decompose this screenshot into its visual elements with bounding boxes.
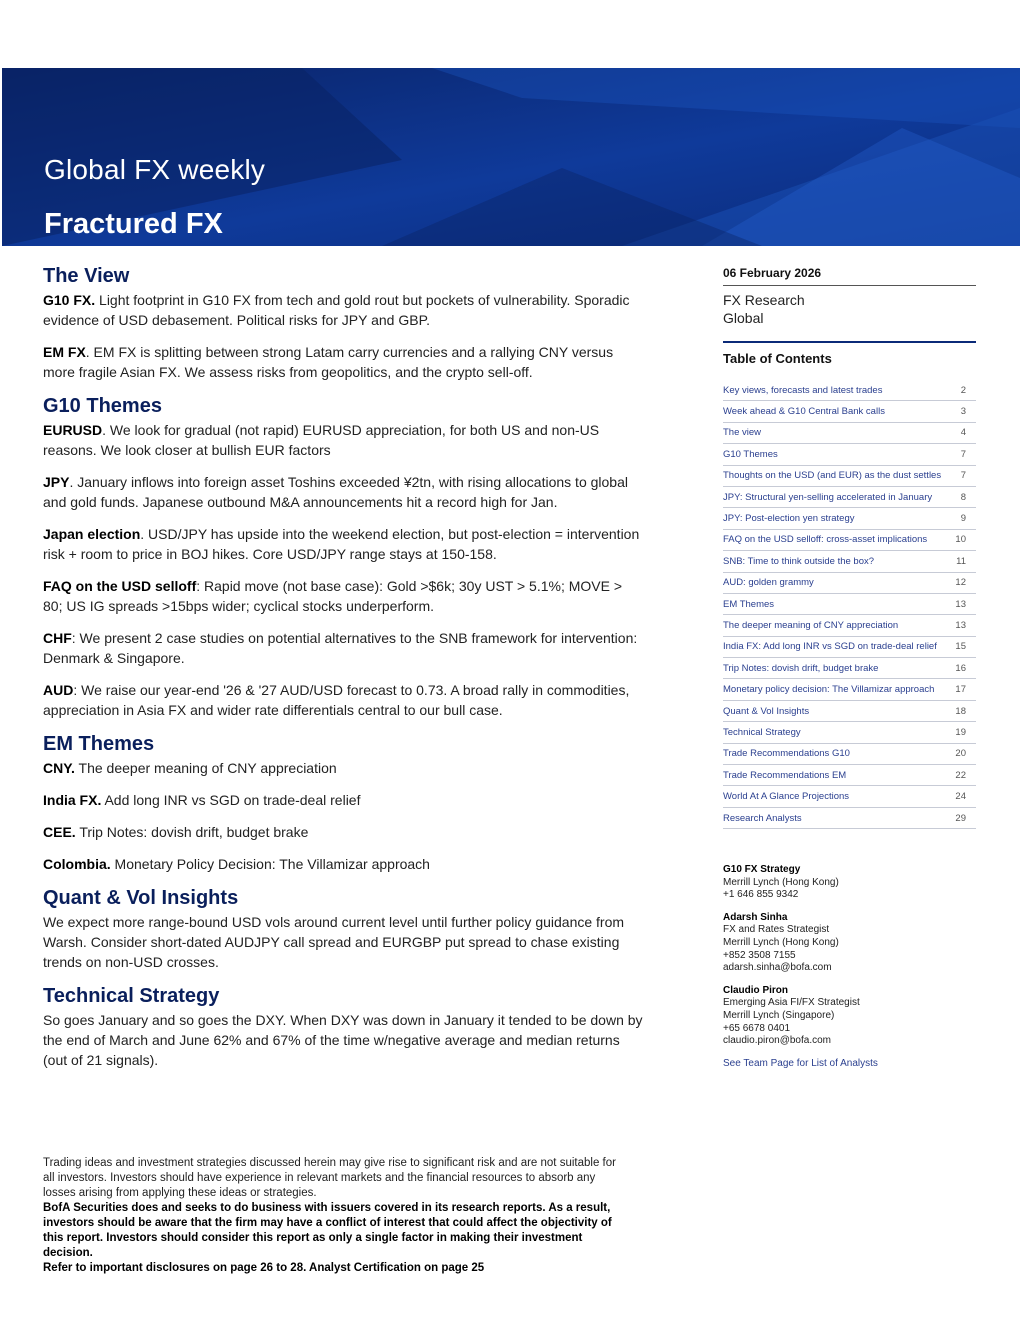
toc-item-label: Trip Notes: dovish drift, budget brake <box>723 662 879 674</box>
toc-item-page: 24 <box>955 791 966 803</box>
paragraph <box>43 854 643 874</box>
toc-item[interactable] <box>723 765 976 786</box>
toc-item[interactable] <box>723 530 976 551</box>
paragraph <box>43 290 643 330</box>
toc-item-label: Trade Recommendations G10 <box>723 748 850 760</box>
disclaimer-text: Trading ideas and investment strategies discussed herein may give rise to significant risk and are not suitable for all investors. Investors should have experience in relevant markets and the financial resources to absorb any losses arising from applying these ideas or strategies. <box>43 1157 616 1199</box>
analyst-contacts <box>723 864 983 1070</box>
toc-item-page: 4 <box>960 427 966 439</box>
report-series: Global FX weekly <box>44 154 266 185</box>
section-the-view <box>43 264 643 382</box>
section-em-themes <box>43 732 643 874</box>
toc-item-page: 10 <box>955 534 966 546</box>
para-lead: CEE. <box>43 824 76 840</box>
para-text: : Rapid move (not base case): Gold >$6k; 30y UST > 5.1%; MOVE > 80; US IG spreads >15bps wider; cyclical stocks underperform. <box>43 578 623 614</box>
header-banner <box>2 68 1020 246</box>
toc-item-page: 17 <box>955 684 966 696</box>
contact-line: +852 3508 7155 <box>723 949 796 961</box>
toc-item-page: 8 <box>960 491 966 503</box>
paragraph <box>43 1010 643 1070</box>
toc-item[interactable] <box>723 487 976 508</box>
toc-item[interactable] <box>723 573 976 594</box>
paragraph <box>43 628 643 668</box>
para-text: The deeper meaning of CNY appreciation <box>74 760 337 776</box>
paragraph <box>43 912 643 972</box>
toc-item-page: 22 <box>955 769 966 781</box>
toc-item-page: 7 <box>960 470 966 482</box>
para-text: . USD/JPY has upside into the weekend election, but post-election = intervention risk + room to price in BOJ hikes. Core USD/JPY range stays at 150-158. <box>43 526 640 562</box>
paragraph <box>43 576 643 616</box>
contact-line: Merrill Lynch (Singapore) <box>723 1009 835 1021</box>
toc-item-label: Technical Strategy <box>723 726 801 738</box>
toc-item[interactable] <box>723 744 976 765</box>
contact-line: FX and Rates Strategist <box>723 924 830 936</box>
toc-item[interactable] <box>723 380 976 401</box>
toc-item[interactable] <box>723 679 976 700</box>
team-page-link[interactable]: See Team Page for List of Analysts <box>723 1057 878 1069</box>
contact-line: +1 646 855 9342 <box>723 889 799 901</box>
para-lead: Colombia. <box>43 856 111 872</box>
toc-item[interactable] <box>723 615 976 636</box>
para-text: : We present 2 case studies on potential alternatives to the SNB framework for intervention: Denmark & Singapore. <box>43 630 638 666</box>
toc-item[interactable] <box>723 594 976 615</box>
section-heading: Technical Strategy <box>43 985 220 1007</box>
para-text: . We look for gradual (not rapid) EURUSD appreciation, for both US and non-US reasons. We look closer at bullish EUR factors <box>43 422 600 458</box>
toc-item-label: World At A Glance Projections <box>723 791 850 803</box>
toc-item[interactable] <box>723 701 976 722</box>
org-line: FX Research <box>723 292 805 308</box>
paragraph <box>43 342 643 382</box>
para-lead: G10 FX. <box>43 292 96 308</box>
toc-item-page: 9 <box>960 513 966 525</box>
contact-name: Adarsh Sinha <box>723 911 788 923</box>
para-text: Monetary Policy Decision: The Villamizar approach <box>110 856 430 872</box>
para-lead: CNY. <box>43 760 75 776</box>
paragraph <box>43 420 643 460</box>
toc-item-page: 13 <box>955 598 966 610</box>
table-of-contents <box>723 380 976 829</box>
toc-item-page: 13 <box>955 619 966 631</box>
toc-item-label: SNB: Time to think outside the box? <box>723 555 875 567</box>
toc-item-page: 20 <box>955 748 966 760</box>
toc-item-label: JPY: Structural yen-selling accelerated in January <box>723 491 933 503</box>
toc-item[interactable] <box>723 658 976 679</box>
para-lead: FAQ on the USD selloff <box>43 578 197 594</box>
para-text: Add long INR vs SGD on trade-deal relief <box>101 792 361 808</box>
paragraph <box>43 472 643 512</box>
contact-name: G10 FX Strategy <box>723 864 801 875</box>
toc-item[interactable] <box>723 423 976 444</box>
para-lead: EM FX <box>43 344 86 360</box>
paragraph <box>43 680 643 720</box>
org-line: Global <box>723 310 764 326</box>
report-date: 06 February 2026 <box>723 264 976 286</box>
contact-block <box>723 864 983 902</box>
toc-item-page: 2 <box>960 384 966 396</box>
contact-line: +65 6678 0401 <box>723 1022 791 1034</box>
toc-item-label: EM Themes <box>723 598 775 610</box>
toc-item-label: Research Analysts <box>723 812 802 824</box>
contact-email[interactable]: adarsh.sinha@bofa.com <box>723 962 832 974</box>
toc-item-label: AUD: golden grammy <box>723 577 814 589</box>
toc-item-page: 16 <box>955 662 966 674</box>
toc-heading: Table of Contents <box>723 341 976 373</box>
toc-item-label: The deeper meaning of CNY appreciation <box>723 619 899 631</box>
paragraph <box>43 790 643 810</box>
toc-item[interactable] <box>723 551 976 572</box>
toc-item[interactable] <box>723 508 976 529</box>
toc-item-page: 11 <box>956 555 966 567</box>
toc-item-label: Monetary policy decision: The Villamizar approach <box>723 684 935 696</box>
contact-name: Claudio Piron <box>723 984 788 996</box>
section-heading: G10 Themes <box>43 395 162 417</box>
toc-item[interactable] <box>723 637 976 658</box>
disclaimer <box>43 1156 623 1276</box>
toc-item-label: FAQ on the USD selloff: cross-asset implications <box>723 534 928 546</box>
sidebar <box>723 264 976 829</box>
para-lead: India FX. <box>43 792 102 808</box>
toc-item-page: 15 <box>955 641 966 653</box>
para-lead: CHF <box>43 630 72 646</box>
section-heading: Quant & Vol Insights <box>43 887 239 909</box>
report-title: Fractured FX <box>44 208 223 240</box>
main-content <box>43 264 643 1082</box>
toc-item-label: Week ahead & G10 Central Bank calls <box>723 406 885 418</box>
toc-item-label: JPY: Post-election yen strategy <box>723 513 855 525</box>
contact-line: Merrill Lynch (Hong Kong) <box>723 936 839 948</box>
toc-item[interactable] <box>723 786 976 807</box>
para-text: Light footprint in G10 FX from tech and gold rout but pockets of vulnerability. Sporadic evidence of USD debasement. Political risks for JPY and GBP. <box>43 292 630 328</box>
toc-item-page: 29 <box>955 812 966 824</box>
disclaimer-conflict: BofA Securities does and seeks to do business with issuers covered in its research reports. As a result, investors should be aware that the firm may have a conflict of interest that could affect the objectivity of this report. Investors should consider this report as only a single factor in making their investment decision. <box>43 1202 612 1259</box>
section-technical-strategy <box>43 984 643 1070</box>
para-text: Trip Notes: dovish drift, budget brake <box>75 824 309 840</box>
toc-item-label: Key views, forecasts and latest trades <box>723 384 883 396</box>
toc-item[interactable] <box>723 466 976 487</box>
section-g10-themes <box>43 394 643 720</box>
contact-block <box>723 985 983 1048</box>
toc-item-label: India FX: Add long INR vs SGD on trade-deal relief <box>723 641 937 653</box>
para-text: We expect more range-bound USD vols around current level until further policy guidance from Warsh. Consider short-dated AUDJPY call spread and EURGBP put spread to chase existing trends on non-USD crosses. <box>43 914 625 970</box>
toc-item[interactable] <box>723 808 976 829</box>
section-heading: The View <box>43 265 130 287</box>
paragraph <box>43 524 643 564</box>
para-text: . EM FX is splitting between strong Latam carry currencies and a rallying CNY versus more fragile Asian FX. We assess risks from geopolitics, and the crypto sell-off. <box>43 344 614 380</box>
toc-item-label: Trade Recommendations EM <box>723 769 847 781</box>
paragraph <box>43 822 643 842</box>
toc-item-label: Thoughts on the USD (and EUR) as the dust settles <box>723 470 942 482</box>
toc-item-label: The view <box>723 427 762 439</box>
toc-item[interactable] <box>723 444 976 465</box>
para-lead: Japan election <box>43 526 141 542</box>
toc-item-page: 19 <box>955 726 966 738</box>
para-text: : We raise our year-end '26 & '27 AUD/USD forecast to 0.73. A broad rally in commodities, appreciation in Asia FX and wider rate differentials central to our bull case. <box>43 682 630 718</box>
toc-item-page: 7 <box>960 448 966 460</box>
paragraph <box>43 758 643 778</box>
toc-item-label: Quant & Vol Insights <box>723 705 810 717</box>
toc-item-label: G10 Themes <box>723 448 778 460</box>
para-text: . January inflows into foreign asset Toshins exceeded ¥2tn, with rising allocations to global and gold funds. Japanese outbound M&A announcements hit a record high for Jan. <box>43 474 628 510</box>
toc-item[interactable] <box>723 722 976 743</box>
disclaimer-refer-link[interactable]: Refer to important disclosures on page 26 to 28. Analyst Certification on page 25 <box>43 1262 485 1274</box>
para-text: So goes January and so goes the DXY. When DXY was down in January it tended to be down by the end of March and June 62% and 67% of the time w/negative average and median returns (out of 21 signals). <box>43 1012 643 1068</box>
section-heading: EM Themes <box>43 733 155 755</box>
para-lead: AUD <box>43 682 74 698</box>
contact-block <box>723 912 983 975</box>
toc-item[interactable] <box>723 401 976 422</box>
para-lead: EURUSD <box>43 422 103 438</box>
para-lead: JPY <box>43 474 70 490</box>
section-quant-vol <box>43 886 643 972</box>
contact-line: Emerging Asia FI/FX Strategist <box>723 997 860 1009</box>
contact-line: Merrill Lynch (Hong Kong) <box>723 876 839 888</box>
contact-email[interactable]: claudio.piron@bofa.com <box>723 1035 831 1047</box>
toc-item-page: 12 <box>955 577 966 589</box>
toc-item-page: 18 <box>955 705 966 717</box>
toc-item-page: 3 <box>960 406 966 418</box>
